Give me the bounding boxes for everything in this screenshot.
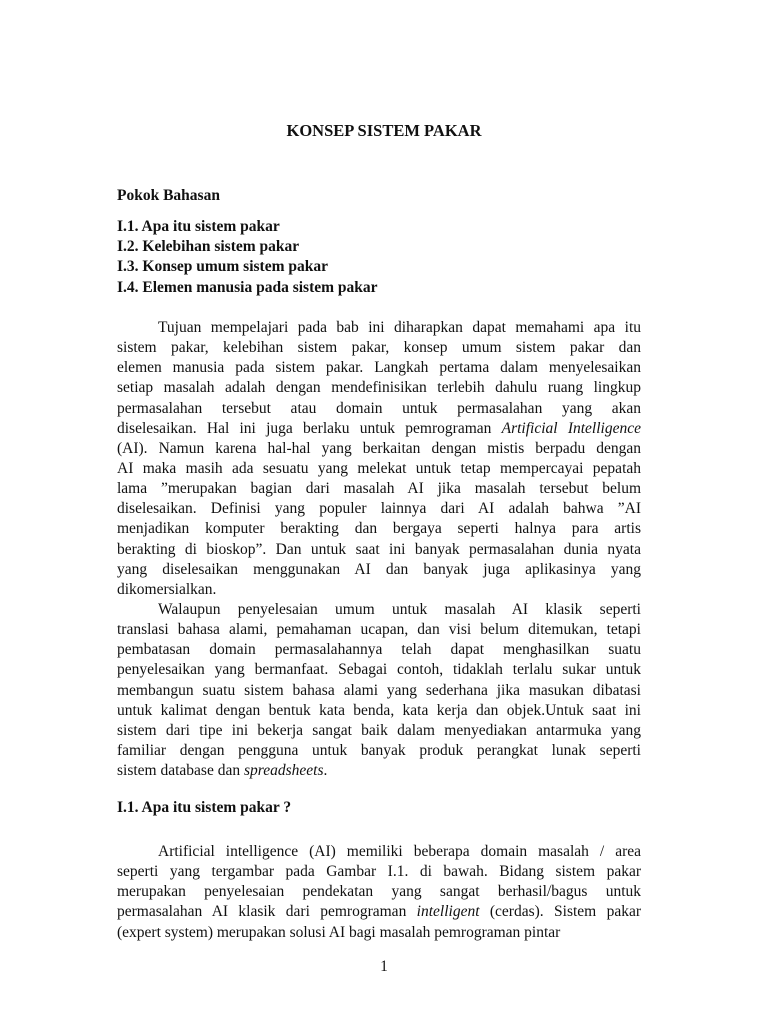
italic-term: spreadsheets (243, 762, 324, 780)
text-line (117, 681, 641, 701)
text-segment: sistem pakar, kelebihan sistem pakar, konsep umum sistem pakar dan (117, 339, 641, 357)
text-segment: permasalahan tersebut atau domain untuk permasalahan yang akan (117, 399, 641, 417)
text-line (117, 701, 641, 721)
text-segment: untuk kalimat dengan bentuk kata benda, kata kerja dan objek.Untuk saat ini (117, 701, 641, 719)
text-segment: pembatasan domain permasalahannya telah dapat menghasilkan suatu (117, 641, 641, 659)
topic-item: I.2. Kelebihan sistem pakar (117, 238, 300, 256)
text-segment: dikomersialkan. (117, 580, 217, 598)
intro-paragraph-2 (117, 600, 641, 781)
text-segment: . (323, 762, 328, 780)
intro-paragraph-1 (117, 318, 641, 600)
italic-term: Artificial Intelligence (501, 419, 641, 437)
text-segment: Tujuan mempelajari pada bab ini diharapkan dapat memahami apa itu (158, 319, 641, 336)
text-segment: sistem dari tipe ini bekerja sangat baik dalam menyediakan antarmuka yang (117, 721, 641, 739)
text-segment: seperti yang tergambar pada Gambar I.1. di bawah. Bidang sistem pakar (117, 863, 641, 881)
text-segment: Artificial intelligence (AI) memiliki beberapa domain masalah / area (158, 843, 641, 860)
text-line (117, 721, 641, 741)
text-line (117, 620, 641, 640)
text-segment: sistem database dan (117, 762, 244, 780)
italic-term: intelligent (416, 903, 480, 921)
text-line (117, 862, 641, 882)
text-segment: membangun suatu sistem bahasa alami yang sederhana jika masukan dibatasi (117, 681, 641, 699)
text-line (117, 499, 641, 519)
text-segment: (expert system) merupakan solusi AI bagi masalah pemrograman pintar (117, 923, 561, 941)
text-segment: AI maka masih ada sesuatu yang melekat untuk tetap mempercayai pepatah (117, 459, 641, 477)
text-segment: menjadikan komputer berakting dan bergaya seperti halnya para artis (117, 520, 641, 538)
topic-item: I.1. Apa itu sistem pakar (117, 218, 280, 235)
text-line (117, 882, 641, 902)
text-line (117, 640, 641, 660)
topics-heading: Pokok Bahasan (117, 187, 220, 204)
text-line (117, 399, 641, 419)
text-line (117, 842, 641, 862)
document-title: KONSEP SISTEM PAKAR (286, 121, 482, 140)
topic-item: I.3. Konsep umum sistem pakar (117, 258, 328, 276)
text-line (117, 358, 641, 378)
text-segment: permasalahan AI klasik dari pemrograman (117, 903, 417, 921)
text-segment: diselesaikan. Definisi yang populer lainnya dari AI adalah bahwa ”AI (117, 500, 641, 518)
text-segment: berakting di bioskop”. Dan untuk saat ini banyak permasalahan dunia nyata (117, 540, 641, 558)
text-segment: yang diselesaikan menggunakan AI dan banyak juga aplikasinya yang (117, 560, 641, 578)
text-line (117, 439, 641, 459)
text-segment: elemen manusia pada sistem pakar. Langkah pertama dalam menyelesaikan (117, 359, 641, 377)
text-line (117, 479, 641, 499)
text-line (117, 660, 641, 680)
text-line (117, 378, 641, 398)
text-line (117, 338, 641, 358)
text-segment: diselesaikan. Hal ini juga berlaku untuk pemrograman (117, 419, 502, 437)
text-segment: merupakan penyelesaian pendekatan yang sangat berhasil/bagus untuk (117, 883, 641, 901)
text-line (117, 923, 641, 943)
text-line (117, 741, 641, 761)
text-line (117, 600, 641, 620)
text-segment: lama ”merupakan bagian dari masalah AI jika masalah tersebut belum (117, 480, 641, 498)
text-segment: translasi bahasa alami, pemahaman ucapan, dan visi belum ditemukan, tetapi (117, 621, 641, 639)
page-number: 1 (380, 958, 388, 975)
section-paragraph (117, 842, 641, 943)
text-segment: familiar dengan pengguna untuk banyak produk perangkat lunak seperti (117, 741, 641, 759)
topics-list (117, 217, 378, 298)
text-line (117, 419, 641, 439)
text-line (117, 318, 641, 338)
section-heading: I.1. Apa itu sistem pakar ? (117, 799, 292, 816)
text-segment: (cerdas). Sistem pakar (479, 903, 641, 921)
text-segment: setiap masalah adalah dengan mendefinisikan terlebih dahulu ruang lingkup (117, 379, 641, 397)
text-line (117, 902, 641, 922)
text-line (117, 560, 641, 580)
text-line (117, 459, 641, 479)
text-line (117, 540, 641, 560)
text-segment: Walaupun penyelesaian umum untuk masalah AI klasik seperti (158, 601, 641, 618)
text-line (117, 580, 641, 600)
text-line (117, 519, 641, 539)
text-line (117, 761, 641, 781)
topic-item: I.4. Elemen manusia pada sistem pakar (117, 278, 378, 296)
text-segment: (AI). Namun karena hal-hal yang berkaitan dengan mistis berpadu dengan (117, 439, 641, 457)
text-segment: penyelesaikan yang bermanfaat. Sebagai contoh, tidaklah terlalu sukar untuk (117, 661, 641, 679)
